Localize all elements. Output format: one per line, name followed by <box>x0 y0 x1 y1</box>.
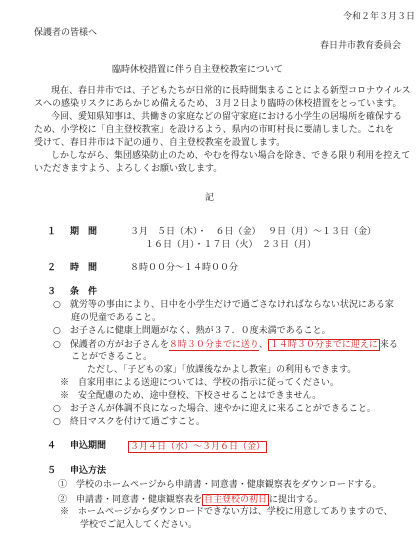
sender-line: 春日井市教育委員会 <box>320 41 402 51</box>
condition-1a: ○ 就労等の事由により、日中を小学生だけで過ごさなければならない状況にある家 <box>53 300 394 310</box>
document-date: 令和２年３月３日 <box>343 12 416 22</box>
document-title: 臨時休校措置に伴う自主登校教室について <box>112 65 283 75</box>
condition-3c: ただし、「子どもの家」「放課後なかよし教室」の利用もできます。 <box>87 365 357 375</box>
condition-2: ○ お子さんに健康上問題がなく、熱が３７．０度未満であること。 <box>53 326 331 336</box>
section5-number: ５ <box>47 466 57 476</box>
note-school: 学校でご記入してください。 <box>80 520 198 530</box>
method-2-prefix: ② 申請書・同意書・健康観察表を <box>58 495 203 505</box>
condition-5: ○ 終日マスクを付けて過ごすこと。 <box>53 417 205 427</box>
condition-1b: 庭の児童であること。 <box>71 313 162 323</box>
first-day-highlight: 自主登校の初日 <box>204 495 268 505</box>
ki-heading: 記 <box>205 193 215 203</box>
condition-3-suffix: 来る <box>379 340 398 350</box>
section3-number: ３ <box>47 287 57 297</box>
condition-4: ○ お子さんが体調不良になった場合、速やかに迎えに来ることができること。 <box>53 404 376 414</box>
time-value: ８時００分～１４時００分 <box>130 263 239 273</box>
condition-3-prefix: ○ 保護者の方がお子さんを <box>53 340 169 350</box>
application-period-value: ３月４日（水）～３月６日（金） <box>130 442 266 452</box>
note-safety: ※ 安全配慮のため、途中登校、下校させることはできません。 <box>60 391 322 401</box>
intro-line: ため、小学校に「自主登校教室」を設けるよう、県内の市町村長に要請しました。これを <box>34 125 394 135</box>
note-car: ※ 自家用車による送迎については、学校の指示に従ってください。 <box>60 378 339 388</box>
period-line2: １６日（月）・１７日（火） ２３日（月） <box>145 240 317 250</box>
intro-line: 今回、愛知県知事は、共働きの家庭などの留守家庭における小学生の居場所を確保する <box>42 112 403 122</box>
intro-line: 受けて、春日井市は下記の通り、自主登校教室を設置します。 <box>34 138 286 148</box>
period-line1a: ３月 ５日（木）・ ６日（金） <box>130 227 261 237</box>
section1-number: １ <box>47 227 57 237</box>
section4-label: 申込期間 <box>70 441 107 451</box>
method-2-suffix: に提出する。 <box>269 495 324 505</box>
condition-3b: ことができること。 <box>71 352 153 362</box>
section4-number: ４ <box>47 441 57 451</box>
method-2 <box>58 494 323 506</box>
section2-number: ２ <box>47 263 57 273</box>
recipient-line: 保護者の皆様へ <box>34 28 98 38</box>
note-download: ※ ホームページからダウンロードできない方は、学校に用意してありますので、 <box>60 507 393 517</box>
condition-3 <box>53 339 398 351</box>
application-period-highlight <box>128 441 267 453</box>
intro-line: 現在、春日井市では、子どもたちが日常的に長時間集まることによる新型コロナウイルス <box>42 86 411 96</box>
intro-line: スへの感染リスクにあらかじめ備えるため、３月２日より臨時の休校措置をとっています。 <box>34 99 402 109</box>
pickup-time-highlight: １４時３０分までに迎えに <box>269 340 378 350</box>
condition-3-comma: 、 <box>258 340 268 350</box>
method-1: ① 学校のホームページから申請書・同意書・健康観察表をダウンロードする。 <box>58 480 382 490</box>
dropoff-time-highlight: ８時３０分までに送り <box>168 340 259 350</box>
section2-label: 時 間 <box>70 263 98 273</box>
intro-line: いただきますよう、よろしくお願い致します。 <box>34 164 223 174</box>
section1-label: 期 間 <box>70 227 98 237</box>
section3-label: 条 件 <box>70 287 98 297</box>
section5-label: 申込方法 <box>70 466 107 476</box>
intro-line: しかしながら、集団感染防止のため、やむを得ない場合を除き、できる限り利用を控えて <box>42 151 411 161</box>
period-line1b: ９日（月）～１３日（金） <box>268 227 377 237</box>
